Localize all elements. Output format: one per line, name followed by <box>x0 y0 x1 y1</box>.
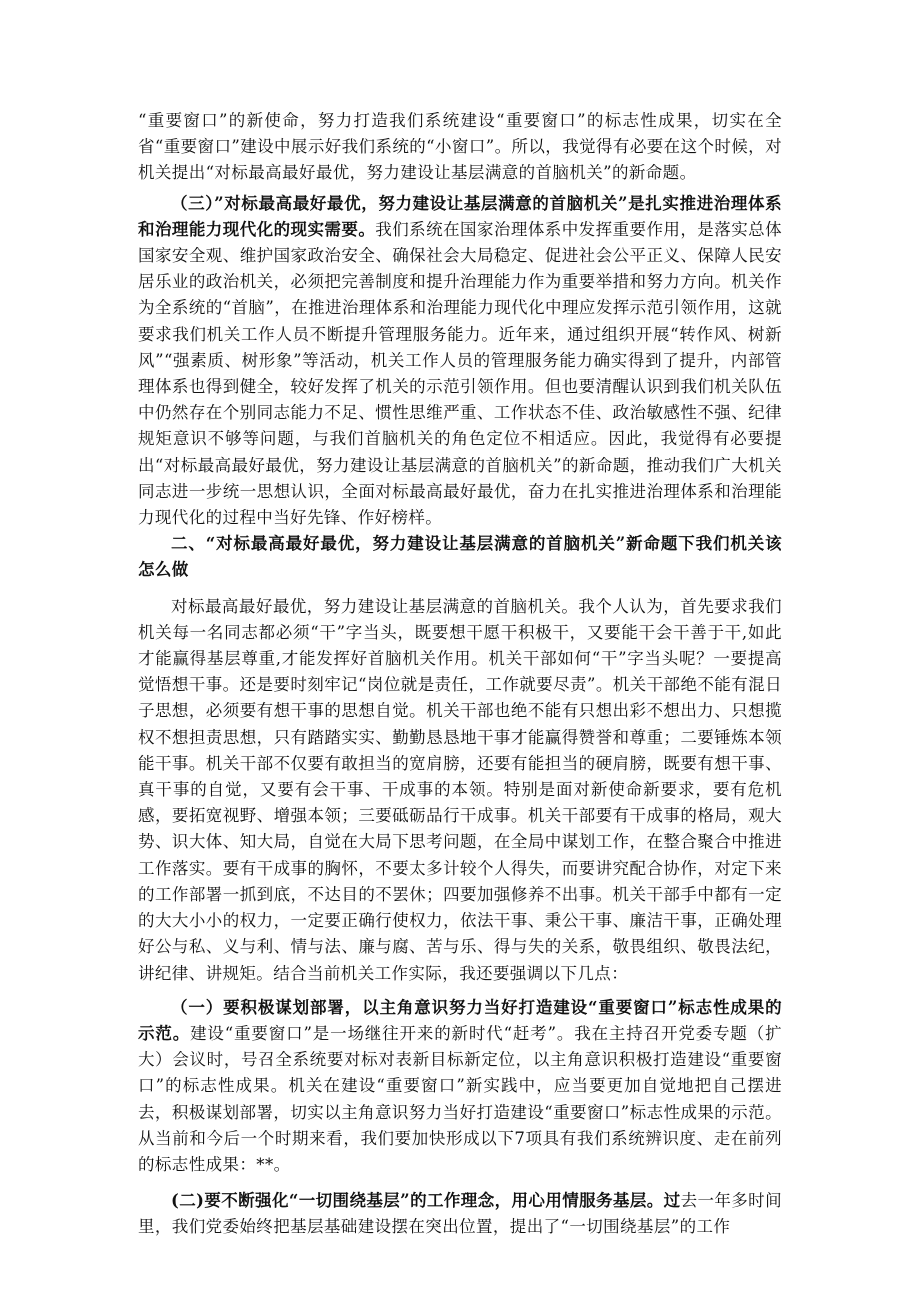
paragraph-intro <box>138 108 782 187</box>
paragraph-section-3 <box>138 191 782 532</box>
paragraph-item-1 <box>138 995 782 1178</box>
item-1-text: 建设“重要窗口”是一场继往开来的新时代“赶考”。我在主持召开党委专题（扩大）会议时，号召全系统要对标对表新目标新定位，以主角意识积极打造建设“重要窗口”的标志性成果。机关在建设“重要窗口”新实践中，应当要更加自觉地把自己摆进去，积极谋划部署，切实以主角意识努力当好打造建设“重要窗口”标志性成果的示范。从当前和今后一个时期来看，我们要加快形成以下7项具有我们系统辨识度、走在前列的标志性成果：**。 <box>138 1023 782 1174</box>
item-2-title: (二)要不断强化“一切围绕基层”的工作理念，用心用情服务基层。过 <box>171 1191 681 1211</box>
part-2-body-text: 对标最高最好最优，努力建设让基层满意的首脑机关。我个人认为，首先要求我们机关每一名同志都必须“干”字当头，既要想干愿干积极干，又要能干会干善于干,如此才能赢得基层尊重,才能发挥好首脑机关作用。机关干部如何“干”字当头呢？一要提高觉悟想干事。还是要时刻牢记“岗位就是责任，工作就要尽责”。机关干部绝不能有混日子思想，必须要有想干事的思想自觉。机关干部也绝不能有只想出彩不想出力、只想揽权不想担责思想，只有踏踏实实、勤勤恳恳地干事才能赢得赞誉和尊重；二要锤炼本领能干事。机关干部不仅要有敢担当的宽肩膀，还要有能担当的硬肩膀，既要有想干事、真干事的自觉，又要有会干事、干成事的本领。特别是面对新使命新要求，要有危机感，要拓宽视野、增强本领；三要砥砺品行干成事。机关干部要有干成事的格局，观大势、识大体、知大局，自觉在大局下思考问题，在全局中谋划工作，在整合聚合中推进工作落实。要有干成事的胸怀，不要太多计较个人得失，而要讲究配合协作，对定下来的工作部署一抓到底，不达目的不罢休；四要加强修养不出事。机关干部手中都有一定的大大小小的权力，一定要正确行使权力，依法干事、秉公干事、廉洁干事，正确处理好公与私、义与利、情与法、廉与腐、苦与乐、得与失的关系，敬畏组织、敬畏法纪，讲纪律、讲规矩。结合当前机关工作实际，我还要强调以下几点： <box>138 596 782 983</box>
paragraph-part-2-body <box>138 594 782 987</box>
section-3-title: （三）”对标最高最好最优，努力建设让基层满意的首脑机关”是扎实推进治理体系和治理能力现代化的现实需要。 <box>138 193 782 239</box>
item-1-title: （一）要积极谋划部署，以主角意识努力当好打造建设“重要窗口”标志性成果的示范。 <box>138 997 782 1043</box>
section-3-text: 我们系统在国家治理体系中发挥重要作用，是落实总体国家安全观、维护国家政治安全、确保社会大局稳定、促进社会公平正义、保障人民安居乐业的政治机关，必须把完善制度和提升治理能力作为重要举措和努力方向。机关作为全系统的“首脑”，在推进治理体系和治理能力现代化中理应发挥示范引领作用，这就要求我们机关工作人员不断提升管理服务能力。近年来，通过组织开展“转作风、树新风”“强素质、树形象”等活动，机关工作人员的管理服务能力确实得到了提升，内部管理体系也得到健全，较好发挥了机关的示范引领作用。但也要清醒认识到我们机关队伍中仍然存在个别同志能力不足、惯性思维严重、工作状态不佳、政治敏感性不强、纪律规矩意识不够等问题，与我们首脑机关的角色定位不相适应。因此，我觉得有必要提出“对标最高最好最优，努力建设让基层满意的首脑机关”的新命题，推动我们广大机关同志进一步统一思想认识，全面对标最高最好最优，奋力在扎实推进治理体系和治理能力现代化的过程中当好先锋、作好榜样。 <box>138 219 782 528</box>
paragraph-item-2 <box>138 1188 782 1240</box>
item-2-text: 去一年多时间里，我们党委始终把基层基础建设摆在突出位置，提出了“一切围绕基层”的工作 <box>138 1191 782 1237</box>
document-body <box>138 108 782 1241</box>
heading-part-2: 二、“对标最高最好最优，努力建设让基层满意的首脑机关”新命题下我们机关该怎么做 <box>138 534 782 580</box>
paragraph-intro-text: “重要窗口”的新使命，努力打造我们系统建设“重要窗口”的标志性成果，切实在全省“重要窗口”建设中展示好我们系统的“小窗口”。所以，我觉得有必要在这个时候，对机关提出“对标最高最好最优，努力建设让基层满意的首脑机关”的新命题。 <box>138 111 782 183</box>
